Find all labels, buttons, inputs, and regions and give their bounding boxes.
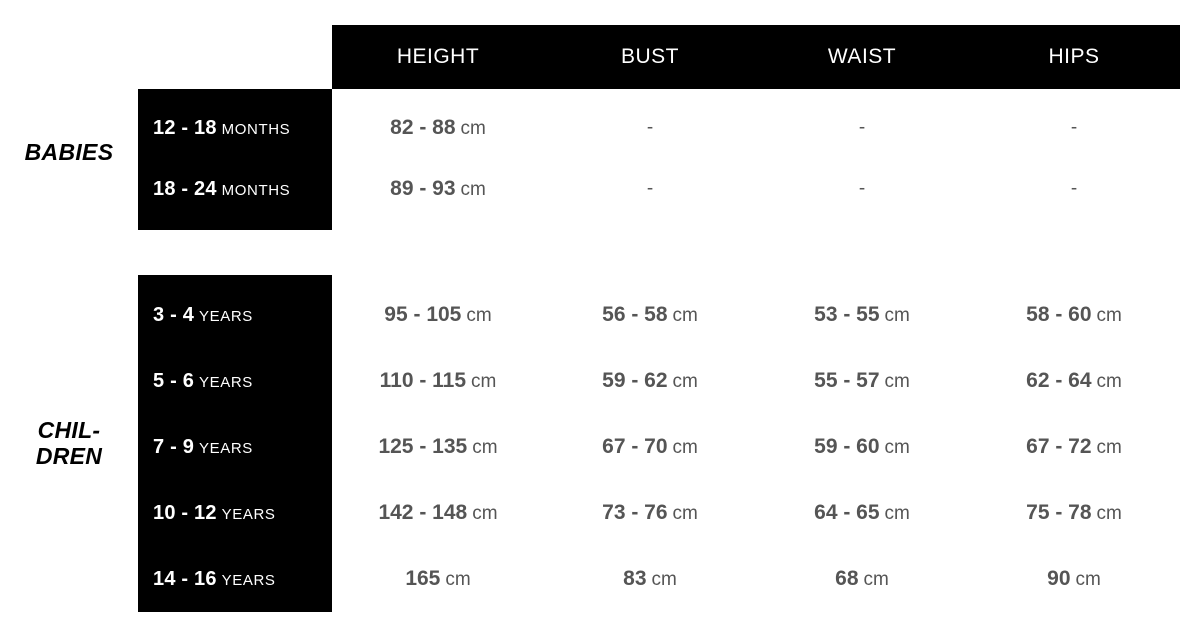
cell-value: - <box>646 117 654 138</box>
cell-bust <box>544 501 756 525</box>
cell-value: 56 - 58 <box>602 303 668 326</box>
group-title-children-line1: CHIL- <box>37 417 101 443</box>
cell-bust <box>544 178 756 200</box>
cell-height <box>332 303 544 327</box>
cell-value: - <box>858 178 866 199</box>
group-title-babies: BABIES <box>24 139 114 165</box>
cell-value: 110 - 115 <box>379 369 467 392</box>
cell-value: 68 <box>835 567 859 590</box>
row-age-range: 14 - 16 <box>153 567 217 590</box>
row-age-label <box>138 117 332 140</box>
table-row <box>138 482 1180 544</box>
row-age-unit: MONTHS <box>221 120 291 138</box>
cell-unit: cm <box>884 305 910 326</box>
cell-unit: cm <box>1096 371 1122 392</box>
cell-value: 58 - 60 <box>1026 303 1092 326</box>
cell-unit: cm <box>471 371 497 392</box>
cell-value: - <box>646 178 654 199</box>
cell-value: 142 - 148 <box>378 501 468 524</box>
row-age-range: 5 - 6 <box>153 369 195 392</box>
cell-unit: cm <box>884 371 910 392</box>
row-age-unit: MONTHS <box>221 181 291 199</box>
cell-waist <box>756 501 968 525</box>
cell-hips <box>968 369 1180 393</box>
cell-value: 73 - 76 <box>602 501 668 524</box>
cell-hips <box>968 117 1180 139</box>
group-title-children-line2: DREN <box>35 442 103 469</box>
cell-hips <box>968 567 1180 591</box>
row-age-range: 3 - 4 <box>153 303 195 326</box>
cell-unit: cm <box>863 569 889 590</box>
table-row <box>138 548 1180 610</box>
row-age-unit: YEARS <box>221 571 276 589</box>
cell-unit: cm <box>466 305 492 326</box>
row-age-range: 18 - 24 <box>153 177 217 200</box>
cell-value: 53 - 55 <box>814 303 880 326</box>
cell-value: 62 - 64 <box>1026 369 1092 392</box>
cell-value: 83 <box>623 567 647 590</box>
group-title-children <box>0 418 138 470</box>
cell-unit: cm <box>445 569 471 590</box>
table-row <box>138 416 1180 478</box>
cell-unit: cm <box>1075 569 1101 590</box>
table-header-row <box>332 25 1180 89</box>
column-header-hips: HIPS <box>1048 45 1100 68</box>
cell-waist <box>756 567 968 591</box>
cell-value: 75 - 78 <box>1026 501 1092 524</box>
cell-value: 59 - 60 <box>814 435 880 458</box>
cell-value: 67 - 72 <box>1026 435 1092 458</box>
column-header-waist: WAIST <box>827 45 897 68</box>
cell-unit: cm <box>1096 503 1122 524</box>
cell-value: 64 - 65 <box>814 501 880 524</box>
cell-bust <box>544 435 756 459</box>
cell-unit: cm <box>672 305 698 326</box>
cell-hips <box>968 303 1180 327</box>
table-row <box>138 97 1180 159</box>
row-age-range: 12 - 18 <box>153 116 217 139</box>
cell-waist <box>756 303 968 327</box>
cell-value: 90 <box>1047 567 1071 590</box>
cell-hips <box>968 501 1180 525</box>
cell-unit: cm <box>460 118 486 139</box>
cell-unit: cm <box>1096 305 1122 326</box>
cell-value: - <box>858 117 866 138</box>
cell-value: 59 - 62 <box>602 369 668 392</box>
cell-waist <box>756 369 968 393</box>
column-header-bust: BUST <box>620 45 679 68</box>
cell-unit: cm <box>672 371 698 392</box>
cell-unit: cm <box>1096 437 1122 458</box>
cell-value: - <box>1070 117 1078 138</box>
cell-unit: cm <box>651 569 677 590</box>
row-age-label <box>138 502 332 525</box>
cell-height <box>332 177 544 201</box>
row-age-unit: YEARS <box>221 505 276 523</box>
cell-bust <box>544 117 756 139</box>
row-age-label <box>138 304 332 327</box>
row-age-label <box>138 436 332 459</box>
cell-unit: cm <box>472 437 498 458</box>
cell-height <box>332 501 544 525</box>
cell-value: 82 - 88 <box>390 116 456 139</box>
column-header-height: HEIGHT <box>396 45 480 68</box>
row-age-unit: YEARS <box>199 439 253 457</box>
cell-unit: cm <box>884 437 910 458</box>
cell-value: 89 - 93 <box>390 177 456 200</box>
cell-height <box>332 369 544 393</box>
table-row <box>138 158 1180 220</box>
cell-unit: cm <box>884 503 910 524</box>
cell-height <box>332 435 544 459</box>
row-age-label <box>138 370 332 393</box>
row-age-unit: YEARS <box>199 307 253 325</box>
row-age-range: 7 - 9 <box>153 435 195 458</box>
cell-hips <box>968 178 1180 200</box>
cell-value: 67 - 70 <box>602 435 668 458</box>
row-age-range: 10 - 12 <box>153 501 217 524</box>
cell-hips <box>968 435 1180 459</box>
row-age-label <box>138 178 332 201</box>
cell-unit: cm <box>460 179 486 200</box>
cell-value: 55 - 57 <box>814 369 880 392</box>
row-age-label <box>138 568 332 591</box>
cell-bust <box>544 369 756 393</box>
table-row <box>138 284 1180 346</box>
cell-value: 165 <box>405 567 441 590</box>
cell-waist <box>756 178 968 200</box>
table-row <box>138 350 1180 412</box>
cell-unit: cm <box>472 503 498 524</box>
cell-value: - <box>1070 178 1078 199</box>
cell-waist <box>756 117 968 139</box>
cell-height <box>332 567 544 591</box>
cell-bust <box>544 567 756 591</box>
row-age-unit: YEARS <box>199 373 253 391</box>
cell-unit: cm <box>672 437 698 458</box>
cell-height <box>332 116 544 140</box>
cell-waist <box>756 435 968 459</box>
cell-value: 125 - 135 <box>378 435 468 458</box>
cell-unit: cm <box>672 503 698 524</box>
cell-value: 95 - 105 <box>384 303 462 326</box>
cell-bust <box>544 303 756 327</box>
